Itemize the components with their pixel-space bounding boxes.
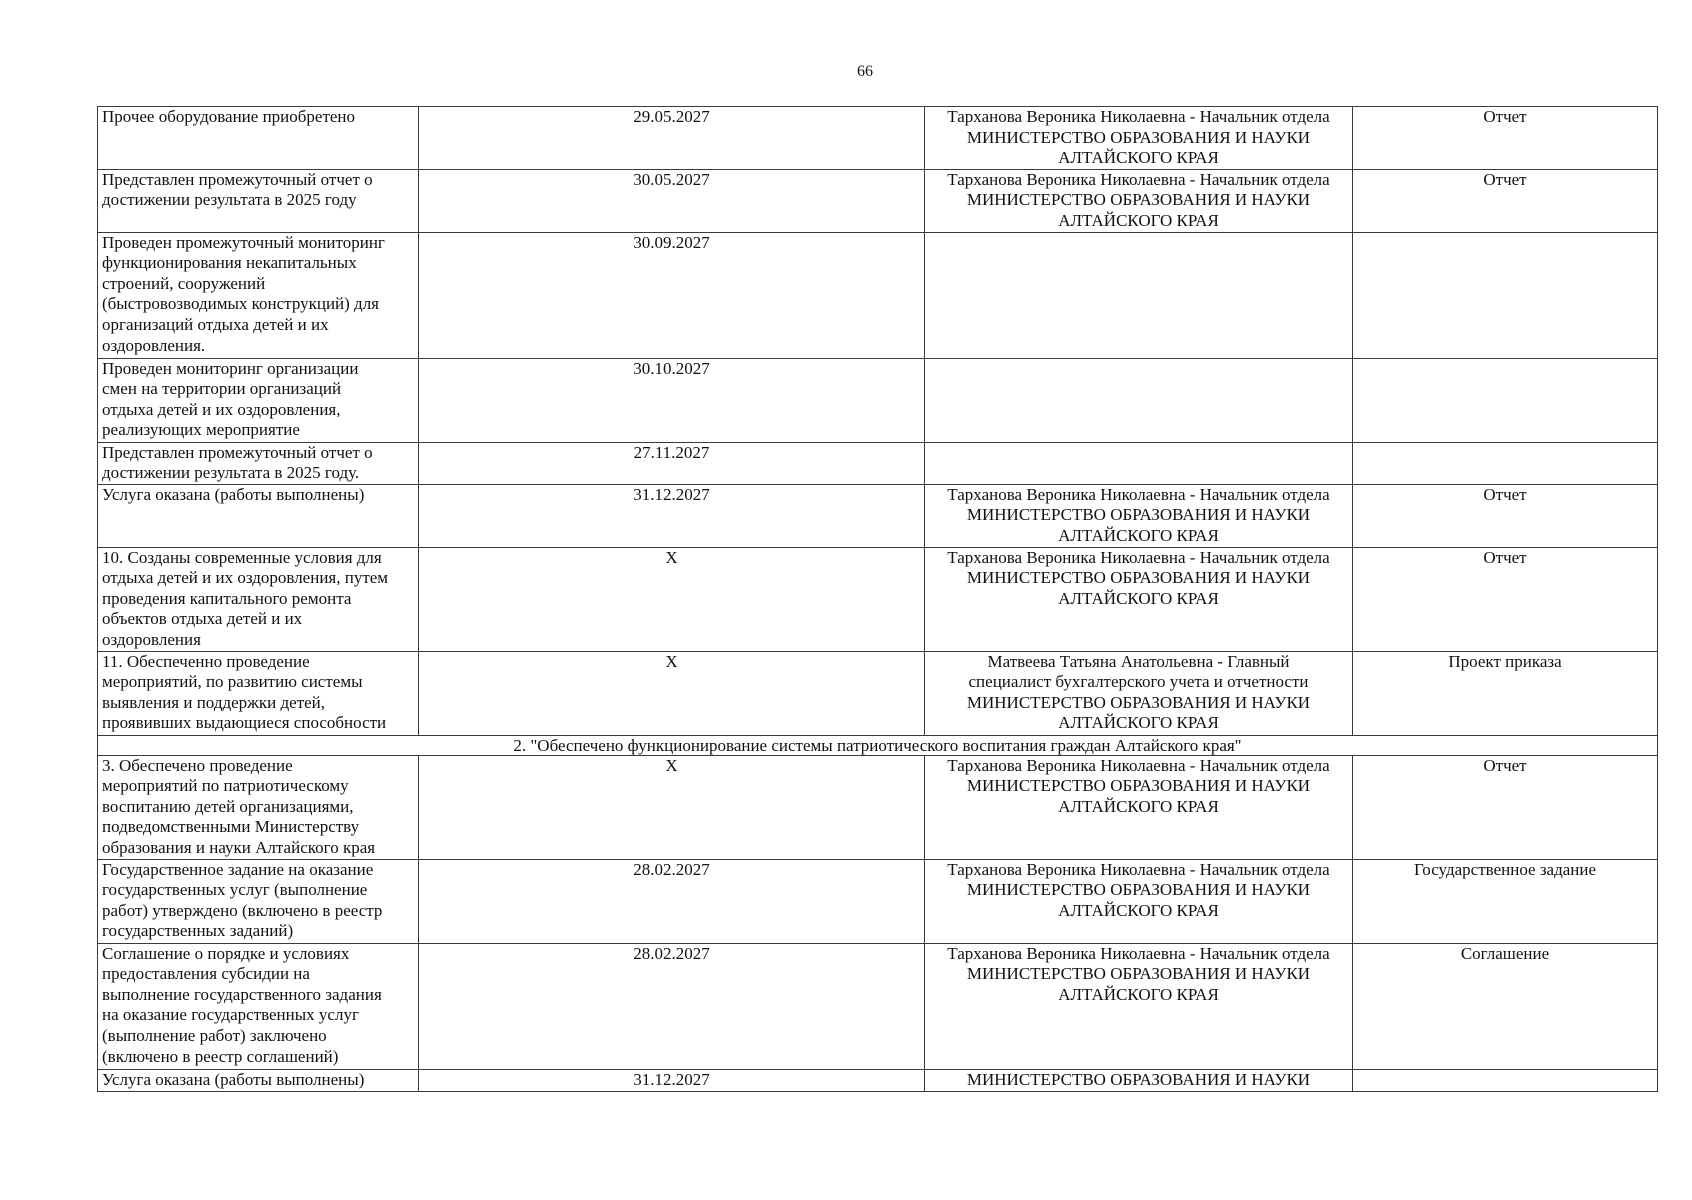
section-title: 2. "Обеспечено функционирование системы патриотического воспитания граждан Алтайского края" [98,735,1658,755]
result-name-line: выявления и поддержки детей, [102,692,326,712]
result-name-line: государственных услуг (выполнение [102,880,368,900]
table-row [98,484,1658,547]
table-row [98,547,1658,651]
result-name-line: Государственное задание на оказание [102,859,374,879]
responsible-cell [925,547,1353,651]
due-date-cell: 28.02.2027 [419,943,925,1069]
due-date-cell: 31.12.2027 [419,1069,925,1091]
responsible-line: Тарханова Вероника Николаевна - Начальник отдела [947,169,1330,189]
due-date-cell: 27.11.2027 [419,442,925,484]
result-name-cell [98,943,419,1069]
due-date-cell: 31.12.2027 [419,484,925,547]
result-name-line: 11. Обеспеченно проведение [102,651,310,671]
responsible-line: АЛТАЙСКОГО КРАЯ [1058,984,1219,1004]
result-name-line: государственных заданий) [102,921,294,941]
responsible-line: МИНИСТЕРСТВО ОБРАЗОВАНИЯ И НАУКИ [966,1069,1311,1089]
table-row [98,442,1658,484]
responsible-line: МИНИСТЕРСТВО ОБРАЗОВАНИЯ И НАУКИ [966,505,1311,525]
responsible-cell [925,859,1353,943]
responsible-line: МИНИСТЕРСТВО ОБРАЗОВАНИЯ И НАУКИ [966,964,1311,984]
result-name-cell [98,547,419,651]
result-name-line: (выполнение работ) заключено [102,1025,327,1045]
result-name-line: оздоровления [102,629,201,649]
responsible-cell [925,484,1353,547]
responsible-cell [925,755,1353,859]
responsible-cell [925,1069,1353,1091]
table-row [98,859,1658,943]
result-name-cell [98,484,419,547]
result-name-line: (включено в реестр соглашений) [102,1046,339,1066]
result-name-cell [98,859,419,943]
responsible-line: МИНИСТЕРСТВО ОБРАЗОВАНИЯ И НАУКИ [966,568,1311,588]
result-name-cell [98,232,419,358]
result-name-line: мероприятий, по развитию системы [102,672,363,692]
result-name-cell [98,442,419,484]
result-name-line: проведения капитального ремонта [102,588,352,608]
responsible-cell [925,943,1353,1069]
result-name-cell [98,651,419,735]
table-row [98,755,1658,859]
page-number: 66 [857,63,873,80]
responsible-line: Тарханова Вероника Николаевна - Начальник отдела [947,484,1330,504]
result-name-line: Представлен промежуточный отчет о [102,169,373,189]
responsible-line: МИНИСТЕРСТВО ОБРАЗОВАНИЯ И НАУКИ [966,127,1311,147]
table-row [98,107,1658,170]
result-name-line: Проведен мониторинг организации [102,358,359,378]
document-type-cell [1353,442,1658,484]
document-type-cell: Отчет [1353,484,1658,547]
document-type-cell: Отчет [1353,107,1658,170]
responsible-line: АЛТАЙСКОГО КРАЯ [1058,713,1219,733]
table-row [98,651,1658,735]
responsible-line: АЛТАЙСКОГО КРАЯ [1058,588,1219,608]
result-name-line: подведомственными Министерству [102,817,360,837]
document-type-cell [1353,232,1658,358]
responsible-cell [925,442,1353,484]
responsible-line: Матвеева Татьяна Анатольевна - Главный [987,651,1290,671]
due-date-cell: 30.10.2027 [419,358,925,442]
result-name-line: оздоровления. [102,335,206,355]
responsible-line: АЛТАЙСКОГО КРАЯ [1058,796,1219,816]
table-row [98,358,1658,442]
responsible-cell [925,651,1353,735]
result-name-line: воспитанию детей организациями, [102,796,354,816]
table-row [98,1069,1658,1091]
control-points-table [97,106,1658,1092]
responsible-line: АЛТАЙСКОГО КРАЯ [1058,210,1219,230]
result-name-cell [98,169,419,232]
responsible-cell [925,107,1353,170]
result-name-line: предоставления субсидии на [102,964,310,984]
due-date-cell: X [419,547,925,651]
result-name-line: работ) утверждено (включено в реестр [102,900,383,920]
responsible-line: Тарханова Вероника Николаевна - Начальник отдела [947,943,1330,963]
responsible-line: Тарханова Вероника Николаевна - Начальник отдела [947,755,1330,775]
document-type-cell: Отчет [1353,547,1658,651]
result-name-line: достижении результата в 2025 году. [102,463,360,483]
responsible-line: Тарханова Вероника Николаевна - Начальник отдела [947,859,1330,879]
responsible-cell [925,169,1353,232]
responsible-line: МИНИСТЕРСТВО ОБРАЗОВАНИЯ И НАУКИ [966,776,1311,796]
result-name-line: Услуга оказана (работы выполнены) [102,484,365,504]
document-type-cell: Соглашение [1353,943,1658,1069]
result-name-line: выполнение государственного задания [102,984,382,1004]
result-name-line: образования и науки Алтайского края [102,837,376,857]
document-type-cell: Отчет [1353,755,1658,859]
due-date-cell: X [419,755,925,859]
responsible-line: Тарханова Вероника Николаевна - Начальник отдела [947,547,1330,567]
result-name-cell [98,107,419,170]
table-row [98,169,1658,232]
result-name-cell [98,1069,419,1091]
document-type-cell: Проект приказа [1353,651,1658,735]
result-name-line: мероприятий по патриотическому [102,776,349,796]
responsible-line: АЛТАЙСКОГО КРАЯ [1058,148,1219,168]
result-name-cell [98,358,419,442]
result-name-line: Проведен промежуточный мониторинг [102,232,385,252]
result-name-line: 10. Созданы современные условия для [102,547,382,567]
result-name-line: Услуга оказана (работы выполнены) [102,1069,365,1089]
result-name-line: достижении результата в 2025 году [102,190,357,210]
table-row [98,943,1658,1069]
table-row [98,232,1658,358]
due-date-cell: 30.05.2027 [419,169,925,232]
document-type-cell: Отчет [1353,169,1658,232]
responsible-line: МИНИСТЕРСТВО ОБРАЗОВАНИЯ И НАУКИ [966,190,1311,210]
result-name-line: Представлен промежуточный отчет о [102,442,373,462]
due-date-cell: 29.05.2027 [419,107,925,170]
result-name-line: строений, сооружений [102,273,266,293]
due-date-cell: X [419,651,925,735]
table-body [98,107,1658,1092]
result-name-line: 3. Обеспечено проведение [102,755,293,775]
document-type-cell: Государственное задание [1353,859,1658,943]
section-row [98,735,1658,755]
responsible-line: МИНИСТЕРСТВО ОБРАЗОВАНИЯ И НАУКИ [966,880,1311,900]
result-name-line: смен на территории организаций [102,379,342,399]
result-name-line: реализующих мероприятие [102,420,300,440]
document-type-cell [1353,358,1658,442]
result-name-line: объектов отдыха детей и их [102,609,303,629]
result-name-line: отдыха детей и их оздоровления, [102,399,341,419]
responsible-line: АЛТАЙСКОГО КРАЯ [1058,900,1219,920]
responsible-line: Тарханова Вероника Николаевна - Начальник отдела [947,107,1330,126]
result-name-line: Соглашение о порядке и условиях [102,943,350,963]
responsible-line: специалист бухгалтерского учета и отчетности [968,672,1309,692]
responsible-cell [925,358,1353,442]
result-name-line: организаций отдыха детей и их [102,314,329,334]
result-name-cell [98,755,419,859]
responsible-cell [925,232,1353,358]
responsible-line: МИНИСТЕРСТВО ОБРАЗОВАНИЯ И НАУКИ [966,692,1311,712]
due-date-cell: 28.02.2027 [419,859,925,943]
responsible-line: АЛТАЙСКОГО КРАЯ [1058,525,1219,545]
result-name-line: функционирования некапитальных [102,253,357,273]
result-name-line: проявивших выдающиеся способности [102,713,387,733]
document-type-cell [1353,1069,1658,1091]
result-name-line: Прочее оборудование приобретено [102,107,356,126]
result-name-line: (быстровозводимых конструкций) для [102,294,380,314]
result-name-line: на оказание государственных услуг [102,1005,359,1025]
result-name-line: отдыха детей и их оздоровления, путем [102,568,389,588]
due-date-cell: 30.09.2027 [419,232,925,358]
